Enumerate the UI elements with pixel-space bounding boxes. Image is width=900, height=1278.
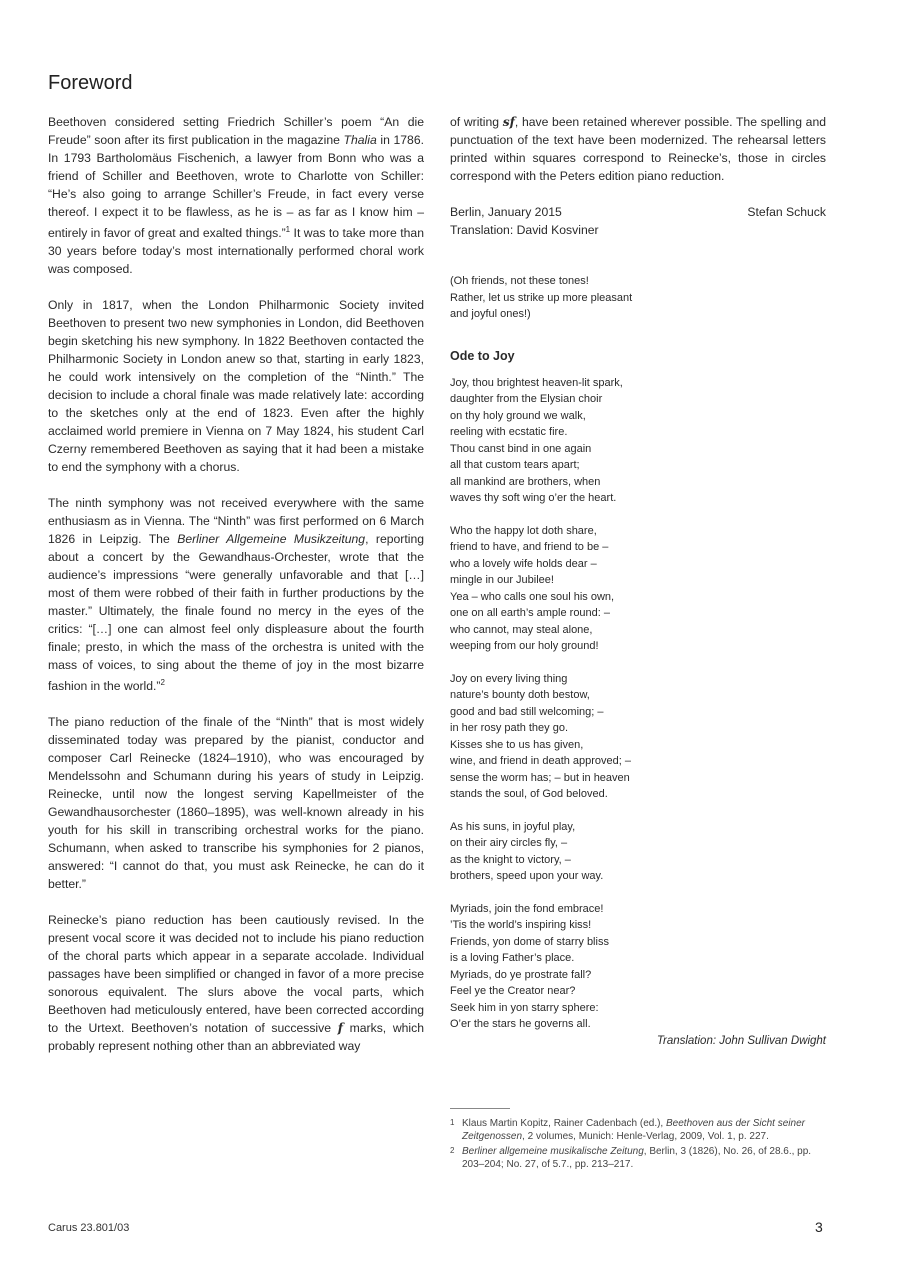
foreword-paragraph-continued	[450, 113, 826, 185]
poem-line: Joy, thou brightest heaven-lit spark,	[450, 376, 623, 389]
page-title: Foreword	[48, 72, 133, 94]
poem-line: reeling with ecstatic fire.	[450, 426, 568, 438]
intro-line: Rather, let us strike up more pleasant	[450, 291, 633, 304]
footnote-reference: 1	[285, 225, 291, 234]
poem-line: all mankind are brothers, when	[450, 475, 601, 488]
poem-line: Kisses she to us has given,	[450, 738, 584, 751]
text-run: The piano reduction of the finale of the “Ninth” that is most widely disseminated today was prepared by the pianist, conductor and composer Carl Reinecke (1824–1910), who was encouraged by Mendelssohn and Schumann during his years of study in Leipzig. Reinecke, until now the longest serving Kapellmeister of the Gewandhausorchester (1860–1895), was well-known already in his youth for his skill in transcribing orchestral works for the piano. Schumann, when asked to transcribe his symphonies for 2 pianos, answered: “I cannot do that, you must ask Reinecke, he can do it better.”	[48, 715, 424, 892]
poem-line: As his suns, in joyful play,	[450, 820, 576, 833]
left-column	[48, 113, 424, 1073]
author-name: Stefan Schuck	[747, 205, 826, 219]
text-run: Klaus Martin Kopitz, Rainer Cadenbach (ed.),	[462, 1118, 666, 1129]
stanza	[450, 901, 826, 1033]
poem-line: on their airy circles fly, –	[450, 837, 568, 849]
stanza	[450, 671, 826, 803]
italic-title: Beethoven aus der Sicht seiner Zeitgenossen	[462, 1118, 805, 1142]
footnote-reference: 2	[160, 678, 165, 688]
translation-credit-text: Translation: David Kosviner	[450, 223, 599, 237]
foreword-paragraph	[48, 113, 424, 278]
poem-line: weeping from our holy ground!	[450, 640, 599, 652]
signature-line	[450, 203, 826, 221]
poem-line: Myriads, do ye prostrate fall?	[450, 968, 592, 981]
foreword-paragraph	[48, 911, 424, 1055]
poem-line: ’Tis the world’s inspiring kiss!	[450, 919, 592, 931]
poem-line: sense the worm has; – but in heaven	[450, 771, 630, 784]
text-run: Reinecke’s piano reduction has been cautiously revised. In the present vocal score it was decided not to include his piano reduction of the choral parts which appear in a separate accolade. Individual passages have been simplified or changed in favor of a more precise sonorous equivalent. The slurs above the vocal parts, which Beethoven had meticulously entered, have been corrected according to the Urtext. Beethoven’s notation of successive	[48, 913, 424, 1036]
forte-mark-icon: f	[337, 1021, 343, 1036]
footnotes	[450, 1117, 826, 1173]
poem-line: Friends, yon dome of starry bliss	[450, 935, 609, 948]
right-column	[450, 113, 826, 1047]
place-date: Berlin, January 2015	[450, 205, 562, 219]
page-number: 3	[815, 1219, 823, 1235]
poem-translator: Translation: John Sullivan Dwight	[656, 1034, 826, 1047]
italic-title: Berliner Allgemeine Musikzeitung	[177, 532, 366, 547]
poem-line: is a loving Father’s place.	[450, 952, 575, 964]
footnote	[450, 1145, 826, 1171]
poem-line: in her rosy path they go.	[450, 722, 569, 734]
poem-line: on thy holy ground we walk,	[450, 409, 586, 422]
poem	[450, 375, 826, 1033]
text-run: , reporting about a concert by the Gewandhaus-Orchester, wrote that the audience’s impressions “were generally unfavorable and that […] most of them were robbed of their faith in further productions by the master.” Ultimately, the finale found no mercy in the eyes of the critics: “[…] one can almost feel only displeasure about the fourth finale; presto, in which the mass of the orchestra is united with the mass of voices, to sing about the theme of joy in the most bizarre fashion in the world.”	[48, 532, 424, 694]
text-run: The ninth symphony was not received everywhere with the same enthusiasm as in Vienna. The “Ninth” was first performed on 6 March 1826 in Leipzig. The	[48, 496, 424, 547]
poem-line: Feel ye the Creator near?	[450, 985, 576, 997]
footnote	[450, 1117, 826, 1143]
forte-mark-icon: sf	[502, 115, 515, 129]
poem-line: Who the happy lot doth share,	[450, 524, 597, 537]
poem-line: brothers, speed upon your way.	[450, 870, 604, 882]
poem-line: Myriads, join the fond embrace!	[450, 902, 604, 915]
poem-line: all that custom tears apart;	[450, 459, 580, 471]
catalog-number: Carus 23.801/03	[48, 1222, 130, 1234]
italic-title: Thalia	[343, 133, 377, 147]
poem-line: stands the soul, of God beloved.	[450, 788, 608, 800]
text-run: Only in 1817, when the London Philharmonic Society invited Beethoven to present two new symphonies in London, did Beethoven begin sketching his new symphony. In 1822 Beethoven contacted the Philharmonic Society in London anew so that, starting in early 1823, he could work intensively on the completion of the “Ninth.” The decision to include a choral finale was made relatively late: according to the sketches only at the end of 1823. Even after the highly acclaimed world premiere in Vienna on 7 May 1824, his student Carl Czerny remembered Beethoven as saying that it had been a mistake to end the symphony with a chorus.	[48, 298, 424, 475]
intro-lines	[450, 273, 826, 323]
text-run: Beethoven considered setting Friedrich Schiller’s poem “An die Freude” soon after its first publication in the magazine	[48, 115, 424, 147]
text-run: , have been retained wherever possible. The spelling and punctuation of the text have been modernized. The rehearsal letters printed within squares correspond to Reinecke’s, those in circles correspond with the Peters edition piano reduction.	[450, 115, 827, 183]
poem-line: friend to have, and friend to be –	[450, 541, 609, 553]
poem-line: wine, and friend in death approved; –	[450, 755, 632, 767]
poem-line: as the knight to victory, –	[450, 853, 571, 866]
poem-line: Seek him in yon starry sphere:	[450, 1001, 599, 1014]
poem-line: daughter from the Elysian choir	[450, 393, 603, 405]
poem-line: waves thy soft wing o’er the heart.	[450, 492, 617, 504]
footnote-mark: 1	[450, 1118, 455, 1127]
stanza	[450, 523, 826, 655]
intro-line: and joyful ones!)	[450, 308, 531, 320]
text-run: of writing	[450, 115, 503, 129]
poem-line: Joy on every living thing	[450, 672, 568, 685]
poem-line: one on all earth’s ample round: –	[450, 607, 611, 619]
intro-line: (Oh friends, not these tones!	[450, 275, 589, 287]
footnote-mark: 2	[450, 1146, 455, 1155]
poem-line: who a lovely wife holds dear –	[450, 557, 597, 570]
footnote-text	[462, 1117, 826, 1143]
poem-line: Thou canst bind in one again	[450, 442, 592, 455]
footnote-text	[462, 1145, 826, 1171]
text-run: in 1786. In 1793 Bartholomäus Fischenich, a lawyer from Bonn who was a friend of Schiller and Beethoven, wrote to Charlotte von Schiller: “He’s also going to arrange Schiller’s Freude, in fact every verse thereof. I expect it to be flawless, as he is – as far as I know him – entirely in favor of great and exalted things.”	[48, 133, 424, 241]
foreword-paragraph	[48, 296, 424, 476]
text-run: It was to take more than 30 years before today’s most internationally performed choral work was composed.	[48, 226, 424, 277]
stanza	[450, 375, 826, 507]
translation-credit	[450, 221, 826, 239]
poem-line: who cannot, may steal alone,	[450, 623, 593, 636]
poem-line: nature’s bounty doth bestow,	[450, 689, 590, 701]
text-run: , 2 volumes, Munich: Henle-Verlag, 2009, Vol. 1, p. 227.	[522, 1131, 769, 1142]
foreword-paragraph	[48, 713, 424, 893]
stanza	[450, 819, 826, 885]
poem-line: Yea – who calls one soul his own,	[450, 590, 615, 603]
poem-title: Ode to Joy	[450, 348, 515, 363]
text-run: marks, which probably represent nothing other than an abbreviated way	[48, 1021, 424, 1054]
italic-title: Berliner allgemeine musikalische Zeitung	[462, 1146, 644, 1157]
poem-line: good and bad still welcoming; –	[450, 705, 604, 718]
foreword-paragraph	[48, 494, 424, 695]
text-run: , Berlin, 3 (1826), No. 26, of 28.6., pp. 203–204; No. 27, of 5.7., pp. 213–217.	[462, 1146, 812, 1170]
poem-line: O’er the stars he governs all.	[450, 1018, 591, 1030]
poem-line: mingle in our Jubilee!	[450, 574, 554, 586]
footnote-divider	[450, 1108, 510, 1109]
